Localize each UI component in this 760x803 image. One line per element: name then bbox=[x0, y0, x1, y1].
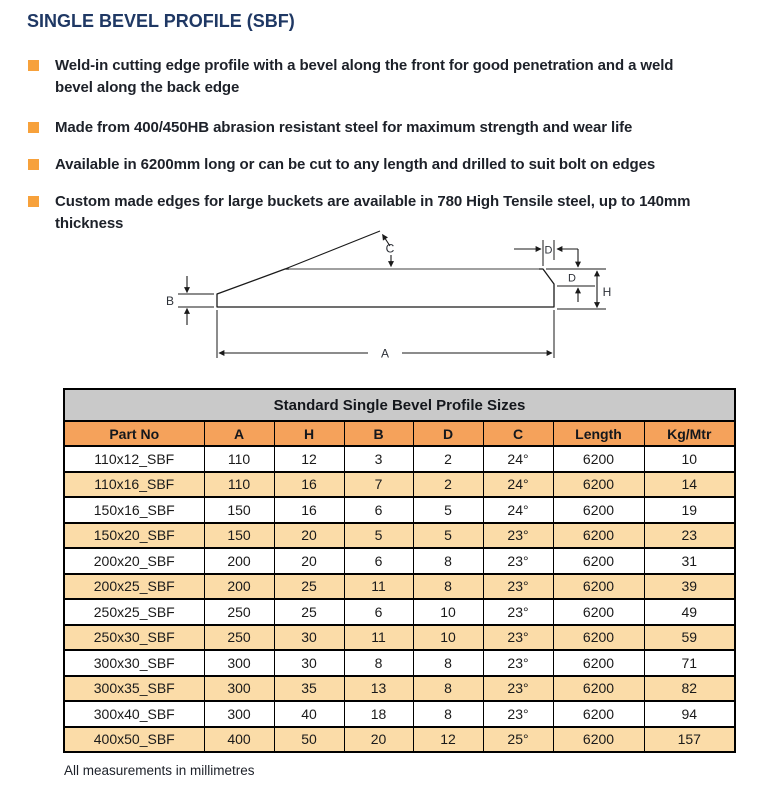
bullet-square-icon bbox=[28, 159, 39, 170]
table-row bbox=[64, 523, 735, 549]
table-cell: 6200 bbox=[553, 599, 644, 625]
table-cell: 6 bbox=[344, 548, 413, 574]
table-cell: 10 bbox=[413, 625, 483, 651]
table-row bbox=[64, 701, 735, 727]
table-cell: 6200 bbox=[553, 497, 644, 523]
bullet-square-icon bbox=[28, 60, 39, 71]
table-cell: 7 bbox=[344, 472, 413, 498]
table-cell: 10 bbox=[644, 446, 735, 472]
table-cell: 5 bbox=[413, 523, 483, 549]
dim-label-h: H bbox=[602, 285, 612, 299]
table-cell: 82 bbox=[644, 676, 735, 702]
table-cell: 12 bbox=[413, 727, 483, 753]
table-cell: 200x25_SBF bbox=[64, 574, 204, 600]
table-cell: 150x20_SBF bbox=[64, 523, 204, 549]
column-header-d: D bbox=[413, 421, 483, 446]
page-title: SINGLE BEVEL PROFILE (SBF) bbox=[27, 11, 295, 31]
table-row bbox=[64, 446, 735, 472]
table-cell: 20 bbox=[274, 523, 344, 549]
table-cell: 8 bbox=[413, 548, 483, 574]
table-cell: 23° bbox=[483, 574, 553, 600]
table-cell: 23° bbox=[483, 676, 553, 702]
table-cell: 20 bbox=[274, 548, 344, 574]
table-cell: 20 bbox=[344, 727, 413, 753]
column-header-length: Length bbox=[553, 421, 644, 446]
table-cell: 30 bbox=[274, 625, 344, 651]
bullet-square-icon bbox=[28, 196, 39, 207]
column-header-part-no: Part No bbox=[64, 421, 204, 446]
table-cell: 300x30_SBF bbox=[64, 650, 204, 676]
column-header-h: H bbox=[274, 421, 344, 446]
table-cell: 110 bbox=[204, 472, 274, 498]
table-row bbox=[64, 574, 735, 600]
table-cell: 8 bbox=[413, 701, 483, 727]
table-cell: 18 bbox=[344, 701, 413, 727]
table-cell: 150 bbox=[204, 523, 274, 549]
table-cell: 19 bbox=[644, 497, 735, 523]
bullet-item bbox=[28, 154, 655, 176]
table-row bbox=[64, 472, 735, 498]
table-cell: 25° bbox=[483, 727, 553, 753]
table-cell: 23° bbox=[483, 548, 553, 574]
bullet-item bbox=[28, 55, 703, 98]
table-cell: 94 bbox=[644, 701, 735, 727]
table-cell: 39 bbox=[644, 574, 735, 600]
table-cell: 6200 bbox=[553, 676, 644, 702]
table-cell: 5 bbox=[344, 523, 413, 549]
table-cell: 300x40_SBF bbox=[64, 701, 204, 727]
table-cell: 8 bbox=[413, 676, 483, 702]
table-cell: 6 bbox=[344, 599, 413, 625]
bullet-square-icon bbox=[28, 122, 39, 133]
table-cell: 24° bbox=[483, 446, 553, 472]
bullet-text: Custom made edges for large buckets are available in 780 High Tensile steel, up to 140mm thickness bbox=[55, 193, 691, 232]
table-cell: 400x50_SBF bbox=[64, 727, 204, 753]
column-header-c: C bbox=[483, 421, 553, 446]
footnote: All measurements in millimetres bbox=[64, 763, 255, 778]
table-cell: 8 bbox=[344, 650, 413, 676]
bullet-item bbox=[28, 117, 632, 139]
table-cell: 6200 bbox=[553, 446, 644, 472]
dim-label-c: C bbox=[385, 241, 395, 256]
dim-label-d-side: D bbox=[568, 272, 576, 285]
table-title: Standard Single Bevel Profile Sizes bbox=[64, 389, 735, 421]
table-cell: 2 bbox=[413, 446, 483, 472]
table-cell: 200 bbox=[204, 548, 274, 574]
table-cell: 6 bbox=[344, 497, 413, 523]
table-cell: 23° bbox=[483, 701, 553, 727]
table-cell: 14 bbox=[644, 472, 735, 498]
table-cell: 157 bbox=[644, 727, 735, 753]
table-cell: 24° bbox=[483, 472, 553, 498]
table-cell: 49 bbox=[644, 599, 735, 625]
dim-label-b: B bbox=[165, 294, 175, 308]
table-cell: 11 bbox=[344, 574, 413, 600]
table-cell: 13 bbox=[344, 676, 413, 702]
table-cell: 6200 bbox=[553, 548, 644, 574]
table-cell: 71 bbox=[644, 650, 735, 676]
table-cell: 12 bbox=[274, 446, 344, 472]
table-cell: 50 bbox=[274, 727, 344, 753]
column-header-a: A bbox=[204, 421, 274, 446]
table-cell: 30 bbox=[274, 650, 344, 676]
table-cell: 23° bbox=[483, 625, 553, 651]
table-cell: 2 bbox=[413, 472, 483, 498]
table-cell: 110 bbox=[204, 446, 274, 472]
table-cell: 6200 bbox=[553, 727, 644, 753]
table-cell: 250x30_SBF bbox=[64, 625, 204, 651]
table-cell: 16 bbox=[274, 472, 344, 498]
table-cell: 11 bbox=[344, 625, 413, 651]
table-cell: 6200 bbox=[553, 472, 644, 498]
table-cell: 250 bbox=[204, 599, 274, 625]
table-cell: 24° bbox=[483, 497, 553, 523]
table-cell: 200 bbox=[204, 574, 274, 600]
table-cell: 6200 bbox=[553, 701, 644, 727]
table-cell: 23° bbox=[483, 650, 553, 676]
dim-label-a: A bbox=[380, 346, 390, 361]
table-cell: 300x35_SBF bbox=[64, 676, 204, 702]
table-cell: 300 bbox=[204, 650, 274, 676]
column-header-kg-mtr: Kg/Mtr bbox=[644, 421, 735, 446]
table-row bbox=[64, 650, 735, 676]
bullet-text: Available in 6200mm long or can be cut to any length and drilled to suit bolt on edges bbox=[55, 156, 656, 173]
table-row bbox=[64, 548, 735, 574]
table-cell: 35 bbox=[274, 676, 344, 702]
table-cell: 110x12_SBF bbox=[64, 446, 204, 472]
table-cell: 25 bbox=[274, 599, 344, 625]
sizes-table bbox=[63, 388, 736, 753]
table-cell: 8 bbox=[413, 650, 483, 676]
table-cell: 200x20_SBF bbox=[64, 548, 204, 574]
table-row bbox=[64, 676, 735, 702]
bevel-extension-line bbox=[285, 231, 380, 269]
table-cell: 23° bbox=[483, 599, 553, 625]
table-cell: 31 bbox=[644, 548, 735, 574]
table-cell: 23° bbox=[483, 523, 553, 549]
table-cell: 400 bbox=[204, 727, 274, 753]
table-row bbox=[64, 625, 735, 651]
profile-outline bbox=[217, 269, 554, 307]
bullet-text: Made from 400/450HB abrasion resistant steel for maximum strength and wear life bbox=[55, 119, 633, 136]
table-cell: 6200 bbox=[553, 625, 644, 651]
table-header-row bbox=[64, 421, 735, 446]
bullet-text: Weld-in cutting edge profile with a bevel along the front for good penetration and a weld bevel along the back edge bbox=[55, 57, 674, 96]
table-cell: 3 bbox=[344, 446, 413, 472]
table-cell: 16 bbox=[274, 497, 344, 523]
table-cell: 23 bbox=[644, 523, 735, 549]
table-cell: 10 bbox=[413, 599, 483, 625]
table-row bbox=[64, 497, 735, 523]
table-cell: 250x25_SBF bbox=[64, 599, 204, 625]
table-cell: 40 bbox=[274, 701, 344, 727]
table-cell: 300 bbox=[204, 676, 274, 702]
bevel-profile-diagram bbox=[60, 224, 660, 374]
table-cell: 6200 bbox=[553, 650, 644, 676]
column-header-b: B bbox=[344, 421, 413, 446]
table-cell: 150x16_SBF bbox=[64, 497, 204, 523]
table-cell: 59 bbox=[644, 625, 735, 651]
table-cell: 8 bbox=[413, 574, 483, 600]
table-cell: 5 bbox=[413, 497, 483, 523]
table-cell: 150 bbox=[204, 497, 274, 523]
dim-label-d-top: D bbox=[544, 244, 553, 257]
table-row bbox=[64, 599, 735, 625]
table-cell: 250 bbox=[204, 625, 274, 651]
table-cell: 110x16_SBF bbox=[64, 472, 204, 498]
table-cell: 6200 bbox=[553, 523, 644, 549]
table-cell: 300 bbox=[204, 701, 274, 727]
table-row bbox=[64, 727, 735, 753]
table-cell: 6200 bbox=[553, 574, 644, 600]
table-cell: 25 bbox=[274, 574, 344, 600]
